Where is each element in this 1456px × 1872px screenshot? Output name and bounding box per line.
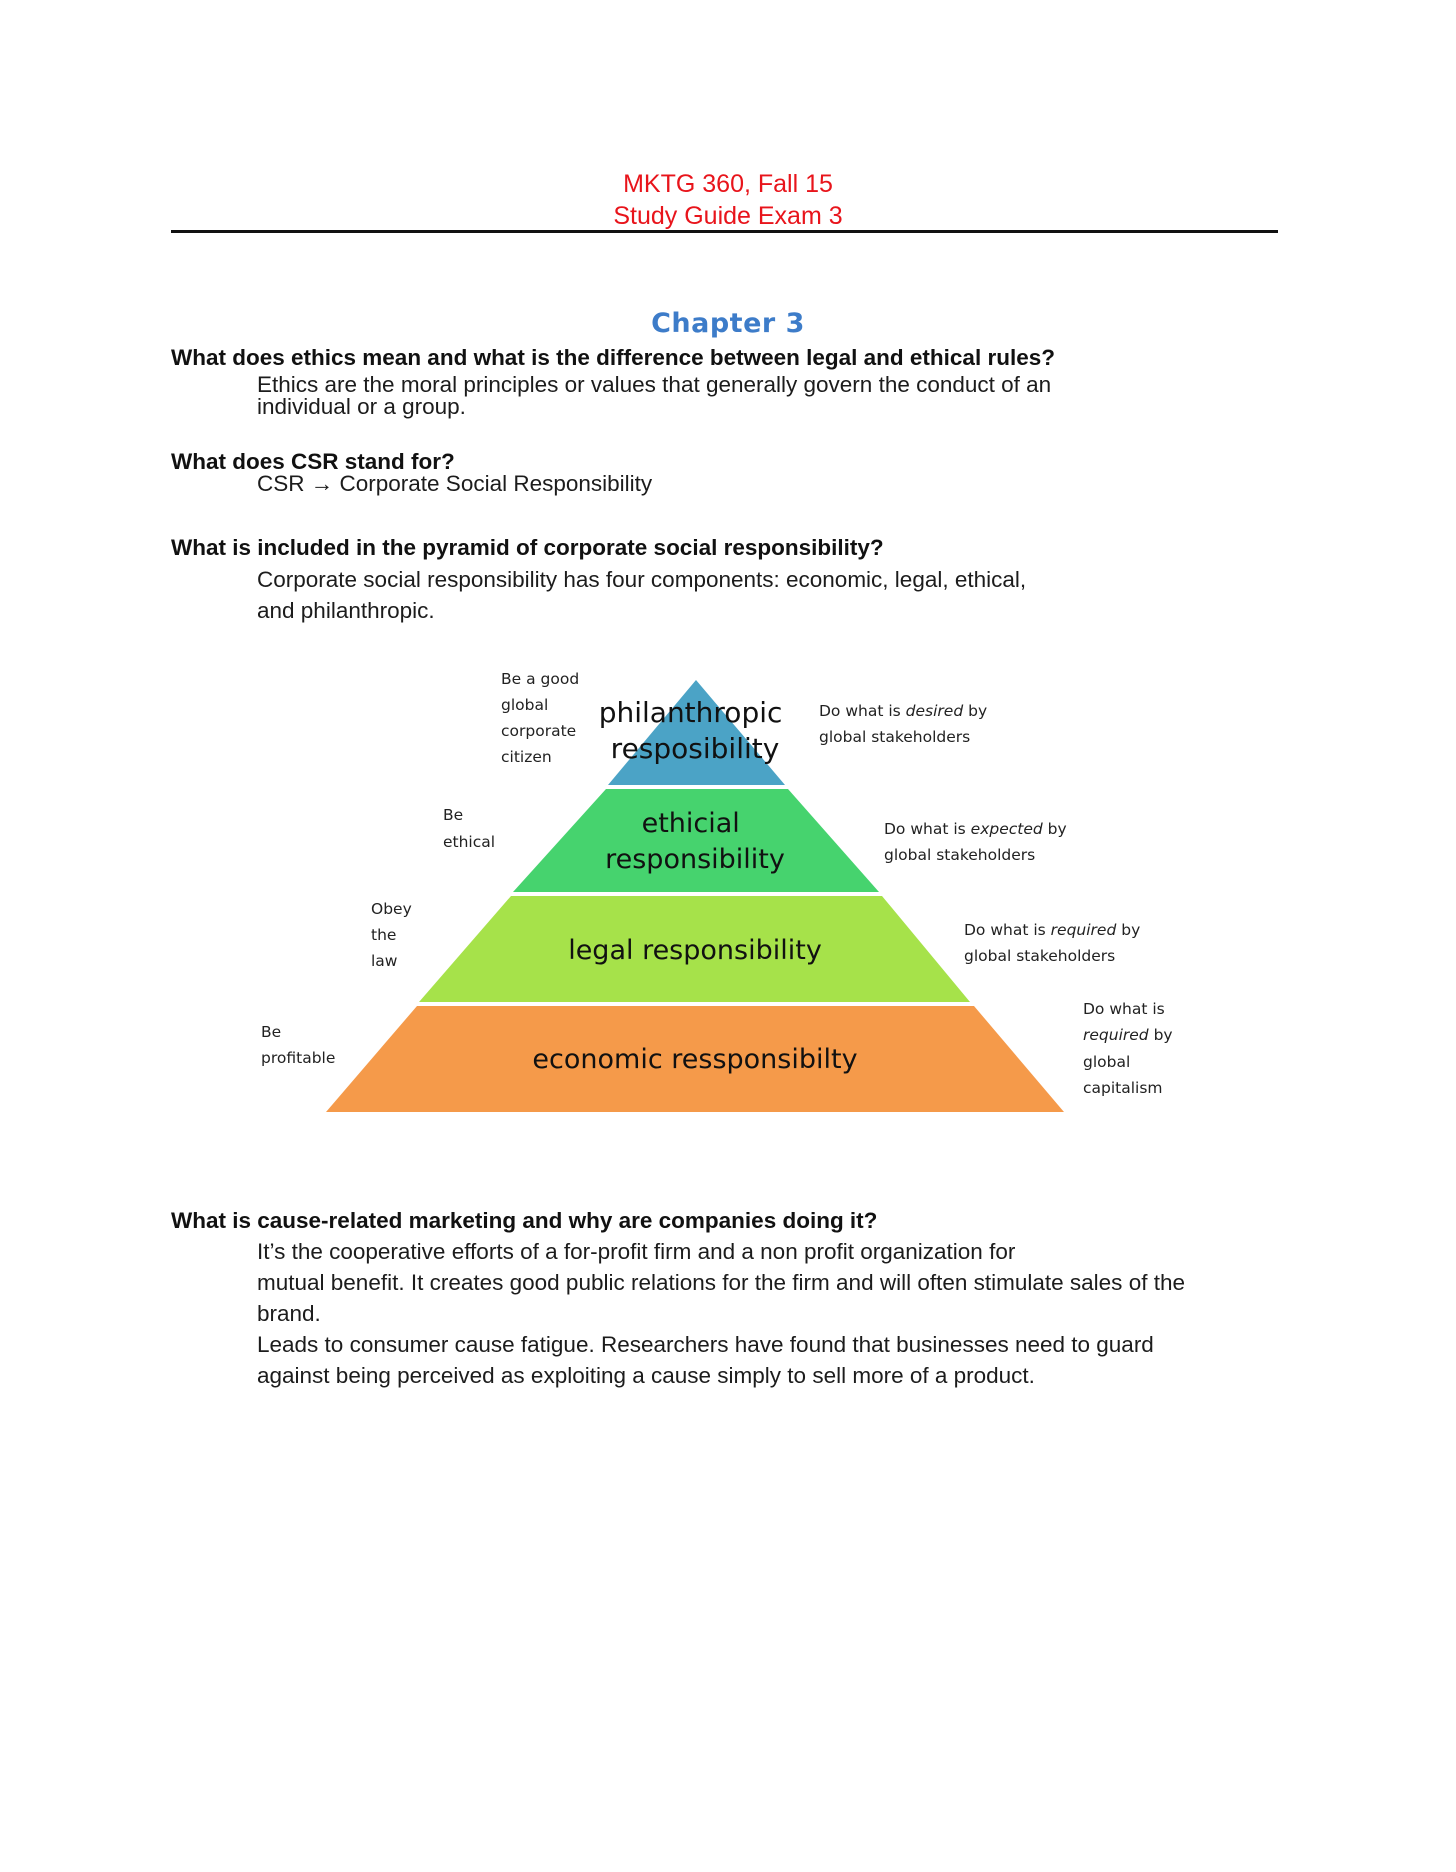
left-note-line: Be: [261, 1023, 282, 1041]
pyramid-tier-ethical: [513, 789, 879, 892]
tier-label-philanthropic-line2: resposibility: [610, 732, 780, 765]
left-note-line: Obey: [371, 900, 412, 918]
right-note-line: Do what is: [1083, 1000, 1165, 1018]
right-note-line: global: [1083, 1053, 1131, 1071]
left-note-line: citizen: [501, 748, 552, 766]
left-note-line: ethical: [443, 833, 496, 851]
right-note-line: capitalism: [1083, 1079, 1163, 1097]
answer-line: brand.: [257, 1301, 321, 1326]
document-title: Study Guide Exam 3: [613, 202, 843, 230]
question-ethics: What does ethics mean and what is the difference between legal and ethical rules?: [171, 345, 1055, 370]
tier-label-economic: economic ressponsibilty: [532, 1044, 858, 1075]
left-note-line: the: [371, 926, 397, 944]
tier-label-philanthropic-line1: philanthropic: [598, 696, 783, 729]
tier-label-ethical-line2: responsibility: [605, 844, 785, 875]
question-csr: What does CSR stand for?: [171, 449, 455, 474]
answer-line: It’s the cooperative efforts of a for-profit firm and a non profit organization for: [257, 1239, 1016, 1264]
left-note-economic: [261, 1023, 335, 1067]
left-note-line: corporate: [501, 722, 577, 740]
question-cause-marketing: What is cause-related marketing and why are companies doing it?: [171, 1208, 878, 1233]
left-note-line: law: [371, 952, 398, 970]
right-note-line: required by: [1083, 1026, 1173, 1044]
right-note-legal: [964, 921, 1145, 965]
right-note-economic: [1083, 1000, 1178, 1097]
answer-line: and philanthropic.: [257, 598, 435, 623]
left-note-line: profitable: [261, 1049, 336, 1067]
right-note-philanthropic: [819, 702, 992, 746]
left-note-line: Be a good: [501, 670, 580, 688]
tier-label-legal: legal responsibility: [568, 935, 822, 966]
left-note-line: Be: [443, 806, 464, 824]
tier-label-ethical-line1: ethicial: [641, 808, 740, 839]
right-note-line: Do what is desired by: [819, 702, 988, 720]
answer-line: mutual benefit. It creates good public relations for the firm and will often stimulate sales of the: [257, 1270, 1185, 1295]
svg-text:economic ressponsibilty: [532, 1044, 857, 1075]
course-title: MKTG 360, Fall 15: [623, 170, 833, 198]
right-note-line: Do what is required by: [964, 921, 1141, 939]
left-note-line: global: [501, 696, 549, 714]
right-note-line: global stakeholders: [964, 947, 1116, 965]
right-note-line: global stakeholders: [819, 728, 971, 746]
right-note-ethical: [884, 820, 1072, 864]
svg-text:legal responsibility: [568, 935, 822, 966]
answer-line: against being perceived as exploiting a cause simply to sell more of a product.: [257, 1363, 1035, 1388]
answer-line: individual or a group.: [257, 394, 466, 419]
answer-line: Corporate social responsibility has four components: economic, legal, ethical,: [257, 567, 1027, 592]
answer-cause-marketing: [257, 1236, 1185, 1391]
left-note-ethical: [443, 806, 495, 851]
answer-line: Ethics are the moral principles or values that generally govern the conduct of an: [257, 372, 1052, 397]
chapter-heading: Chapter 3: [651, 308, 805, 339]
right-note-line: global stakeholders: [884, 846, 1036, 864]
question-pyramid: What is included in the pyramid of corporate social responsibility?: [171, 535, 884, 560]
answer-line: Leads to consumer cause fatigue. Researchers have found that businesses need to guard: [257, 1332, 1154, 1357]
left-note-legal: [371, 900, 417, 970]
answer-line: CSR → Corporate Social Responsibility: [257, 471, 653, 496]
right-note-line: Do what is expected by: [884, 820, 1067, 838]
left-note-philanthropic: [501, 670, 584, 766]
